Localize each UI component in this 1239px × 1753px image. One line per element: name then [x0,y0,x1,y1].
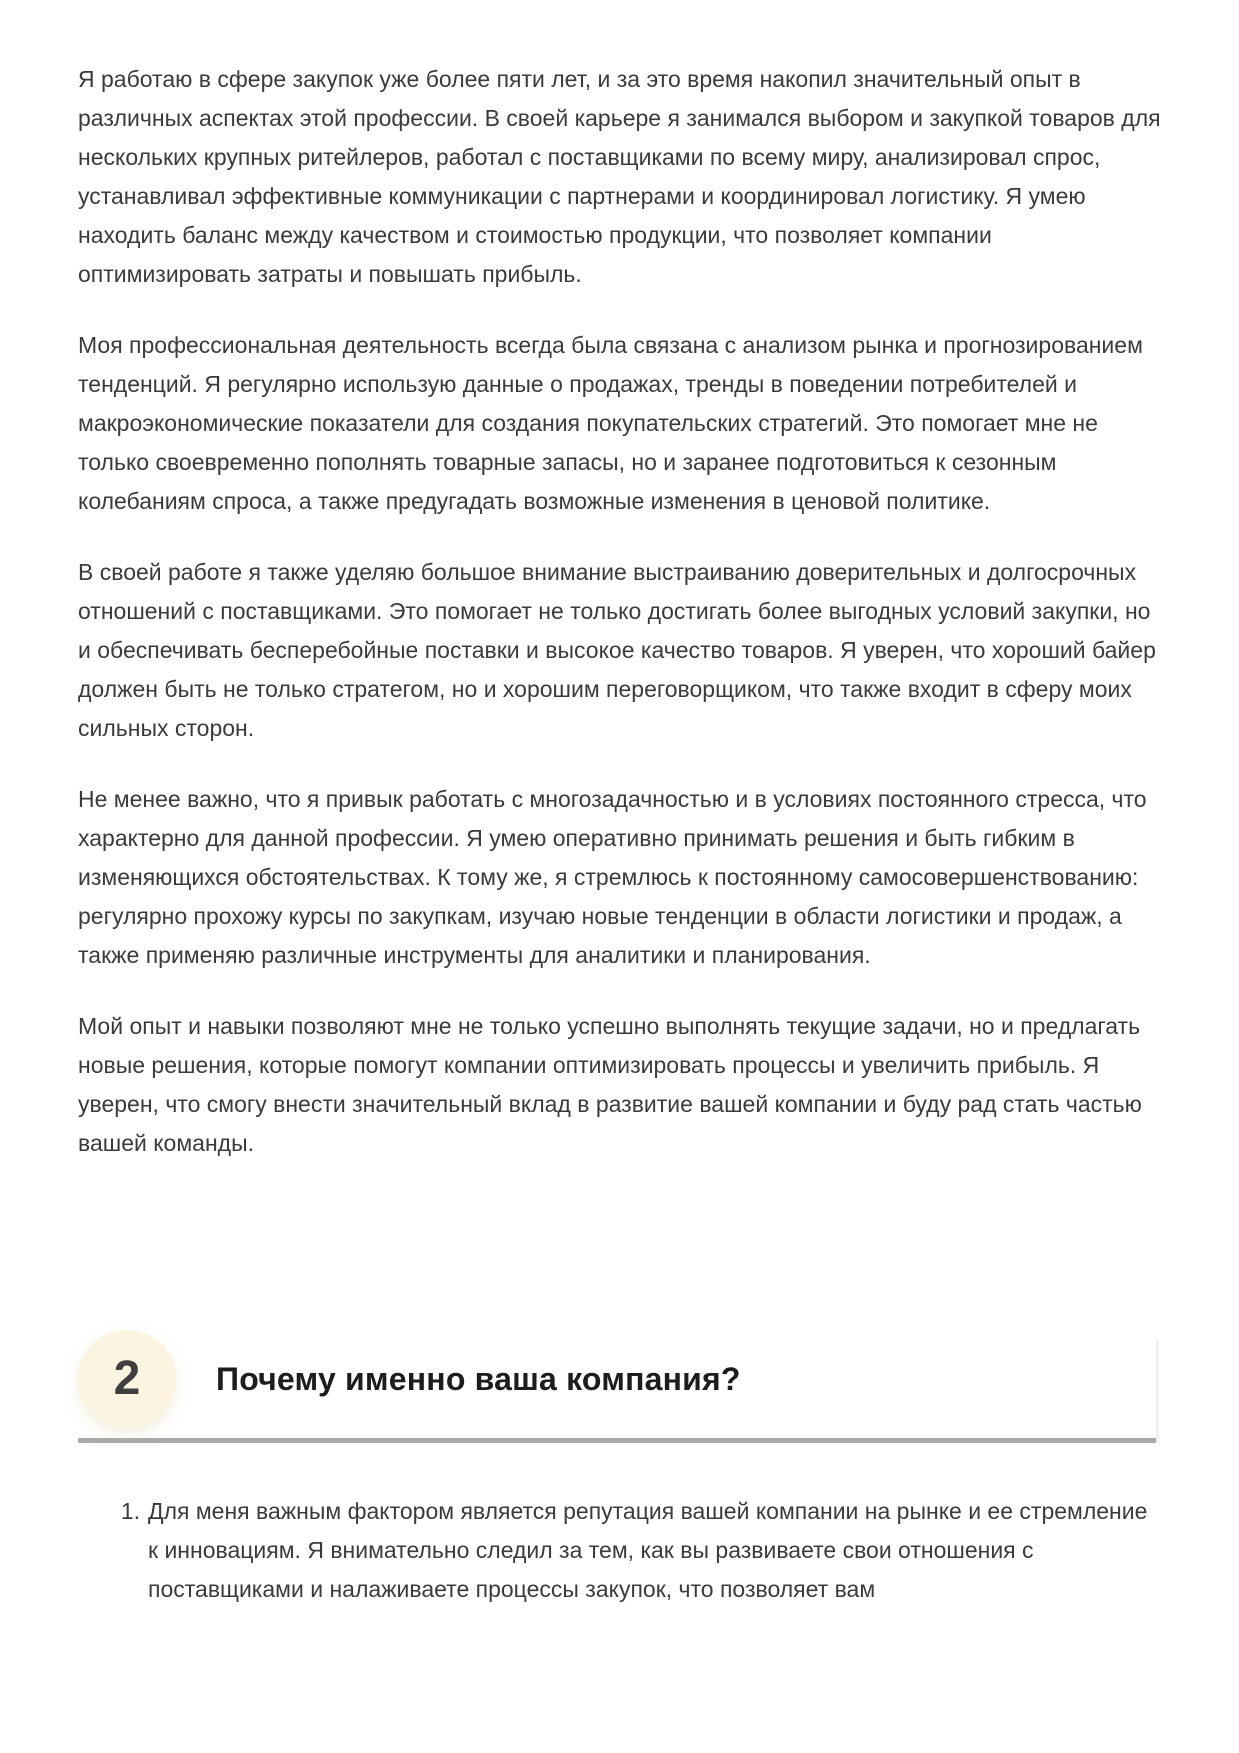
section-number-badge [78,1330,176,1428]
paragraph-experience: Я работаю в сфере закупок уже более пяти лет, и за это время накопил значительный опыт в различных аспектах этой профессии. В своей карьере я занимался выбором и закупкой товаров для нескольких крупных ритейлеров, работал с поставщиками по всему миру, анализировал спрос, устанавливал эффективные коммуникации с партнерами и координировал логистику. Я умею находить баланс между качеством и стоимостью продукции, что позволяет компании оптимизировать затраты и повышать прибыль. [78,66,1161,287]
header-block-edge [1156,1340,1159,1443]
section-divider [78,1438,1157,1443]
list-item [78,1492,1161,1609]
section-number: 2 [113,1352,141,1405]
answers-list [78,1492,1161,1609]
section-title: Почему именно ваша компания? [216,1360,741,1397]
list-item-text: Для меня важным фактором является репутация вашей компании на рынке и ее стремление к инновациям. Я внимательно следил за тем, как вы развиваете свои отношения с поставщиками и налаживаете процессы закупок, что позволяет вам [148,1498,1148,1602]
section-header [78,1330,1161,1443]
paragraph-supplier-relations: В своей работе я также уделяю большое внимание выстраиванию доверительных и долгосрочных отношений с поставщиками. Это помогает не только достигать более выгодных условий закупки, но и обеспечивать бесперебойные поставки и высокое качество товаров. Я уверен, что хороший байер должен быть не только стратегом, но и хорошим переговорщиком, что также входит в сферу моих сильных сторон. [78,559,1156,741]
paragraph-value-summary: Мой опыт и навыки позволяют мне не только успешно выполнять текущие задачи, но и предлагать новые решения, которые помогут компании оптимизировать процессы и увеличить прибыль. Я уверен, что смогу внести значительный вклад в развитие вашей компании и буду рад стать частью вашей команды. [78,1013,1142,1156]
paragraph-market-analysis: Моя профессиональная деятельность всегда была связана с анализом рынка и прогнозированием тенденций. Я регулярно использую данные о продажах, тренды в поведении потребителей и макроэкономические показатели для создания покупательских стратегий. Это помогает мне не только своевременно пополнять товарные запасы, но и заранее подготовиться к сезонным колебаниям спроса, а также предугадать возможные изменения в ценовой политике. [78,332,1143,514]
paragraph-multitasking: Не менее важно, что я привык работать с многозадачностью и в условиях постоянного стресса, что характерно для данной профессии. Я умею оперативно принимать решения и быть гибким в изменяющихся обстоятельствах. К тому же, я стремлюсь к постоянному самосовершенствованию: регулярно прохожу курсы по закупкам, изучаю новые тенденции в области логистики и продаж, а также применяю различные инструменты для аналитики и планирования. [78,786,1147,968]
section-header-row [78,1330,1161,1428]
list-item-marker: 1. [120,1498,140,1524]
